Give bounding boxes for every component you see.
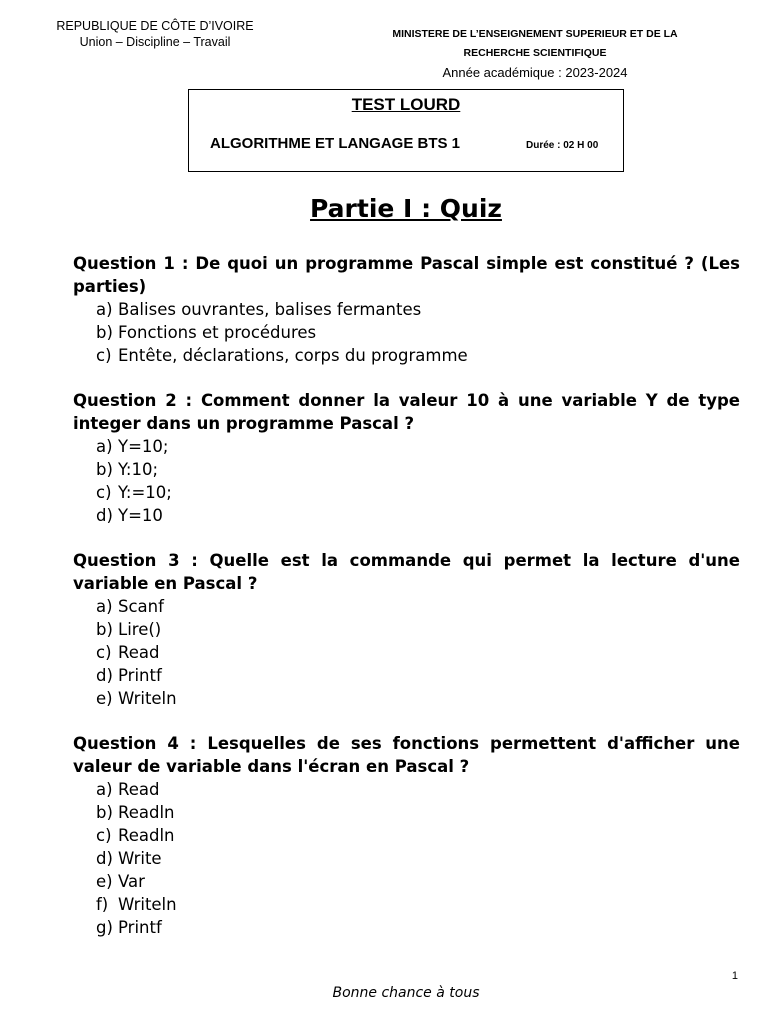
question-list <box>73 252 740 961</box>
question-text: Question 4 : Lesquelles de ses fonctions permettent d'afficher une valeur de variable dans l'écran en Pascal ? <box>73 734 740 776</box>
answer-option <box>96 824 740 847</box>
option-text: Scanf <box>118 597 164 616</box>
ministry-line-2: RECHERCHE SCIENTIFIQUE <box>463 47 607 59</box>
option-text: Readln <box>118 826 175 845</box>
option-text: Read <box>118 643 160 662</box>
option-letter: e) <box>96 689 113 708</box>
ministry-header <box>380 25 690 80</box>
answer-option <box>96 504 740 527</box>
option-letter: a) <box>96 300 113 319</box>
option-letter: c) <box>96 346 112 365</box>
answer-options <box>73 778 740 939</box>
option-text: Y=10; <box>118 437 169 456</box>
exam-info-box <box>188 89 624 172</box>
answer-option <box>96 298 740 321</box>
answer-option <box>96 344 740 367</box>
option-letter: b) <box>96 323 113 342</box>
answer-options <box>73 595 740 710</box>
question-text: Question 3 : Quelle est la commande qui permet la lecture d'une variable en Pascal ? <box>73 551 740 593</box>
answer-options <box>73 298 740 367</box>
option-text: Lire() <box>118 620 162 639</box>
part-title: Partie I : Quiz <box>310 194 502 223</box>
answer-option <box>96 870 740 893</box>
option-letter: c) <box>96 483 112 502</box>
option-text: Printf <box>118 918 162 937</box>
answer-option <box>96 481 740 504</box>
question-text: Question 1 : De quoi un programme Pascal simple est constitué ? (Les parties) <box>73 254 740 296</box>
option-letter: a) <box>96 597 113 616</box>
answer-options <box>73 435 740 527</box>
answer-option <box>96 458 740 481</box>
option-letter: b) <box>96 460 113 479</box>
academic-year: Année académique : 2023-2024 <box>442 65 628 80</box>
option-text: Write <box>118 849 162 868</box>
option-letter: a) <box>96 780 113 799</box>
option-text: Readln <box>118 803 175 822</box>
answer-option <box>96 618 740 641</box>
answer-option <box>96 321 740 344</box>
option-text: Y=10 <box>118 506 163 525</box>
option-text: Y:10; <box>118 460 159 479</box>
answer-option <box>96 847 740 870</box>
answer-option <box>96 893 740 916</box>
option-letter: c) <box>96 826 112 845</box>
option-text: Printf <box>118 666 162 685</box>
option-text: Fonctions et procédures <box>118 323 317 342</box>
exam-duration: Durée : 02 H 00 <box>526 140 599 151</box>
national-motto: Union – Discipline – Travail <box>79 35 231 49</box>
option-text: Writeln <box>118 895 177 914</box>
option-letter: a) <box>96 437 113 456</box>
option-text: Balises ouvrantes, balises fermantes <box>118 300 422 319</box>
option-letter: g) <box>96 918 113 937</box>
option-letter: d) <box>96 506 113 525</box>
footer-message: Bonne chance à tous <box>332 985 480 1001</box>
option-letter: b) <box>96 803 113 822</box>
option-letter: c) <box>96 643 112 662</box>
question-text: Question 2 : Comment donner la valeur 10 à une variable Y de type integer dans un programme Pascal ? <box>73 391 740 433</box>
answer-option <box>96 641 740 664</box>
option-text: Entête, déclarations, corps du programme <box>118 346 468 365</box>
answer-option <box>96 595 740 618</box>
option-letter: e) <box>96 872 113 891</box>
option-text: Writeln <box>118 689 177 708</box>
answer-option <box>96 801 740 824</box>
option-text: Y:=10; <box>118 483 172 502</box>
course-name: ALGORITHME ET LANGAGE BTS 1 <box>210 135 461 152</box>
option-letter: f) <box>96 895 109 914</box>
exam-title: TEST LOURD <box>351 95 461 114</box>
question-3 <box>73 549 740 710</box>
question-4 <box>73 732 740 939</box>
ministry-line-1: MINISTERE DE L’ENSEIGNEMENT SUPERIEUR ET DE LA <box>392 28 678 40</box>
answer-option <box>96 778 740 801</box>
answer-option <box>96 687 740 710</box>
country-name: REPUBLIQUE DE CÔTE D’IVOIRE <box>56 19 254 33</box>
option-letter: d) <box>96 666 113 685</box>
answer-option <box>96 916 740 939</box>
option-text: Read <box>118 780 160 799</box>
page-number: 1 <box>731 970 738 982</box>
answer-option <box>96 664 740 687</box>
question-1 <box>73 252 740 367</box>
question-2 <box>73 389 740 527</box>
option-letter: b) <box>96 620 113 639</box>
option-text: Var <box>118 872 145 891</box>
answer-option <box>96 435 740 458</box>
republic-header <box>40 18 270 50</box>
option-letter: d) <box>96 849 113 868</box>
